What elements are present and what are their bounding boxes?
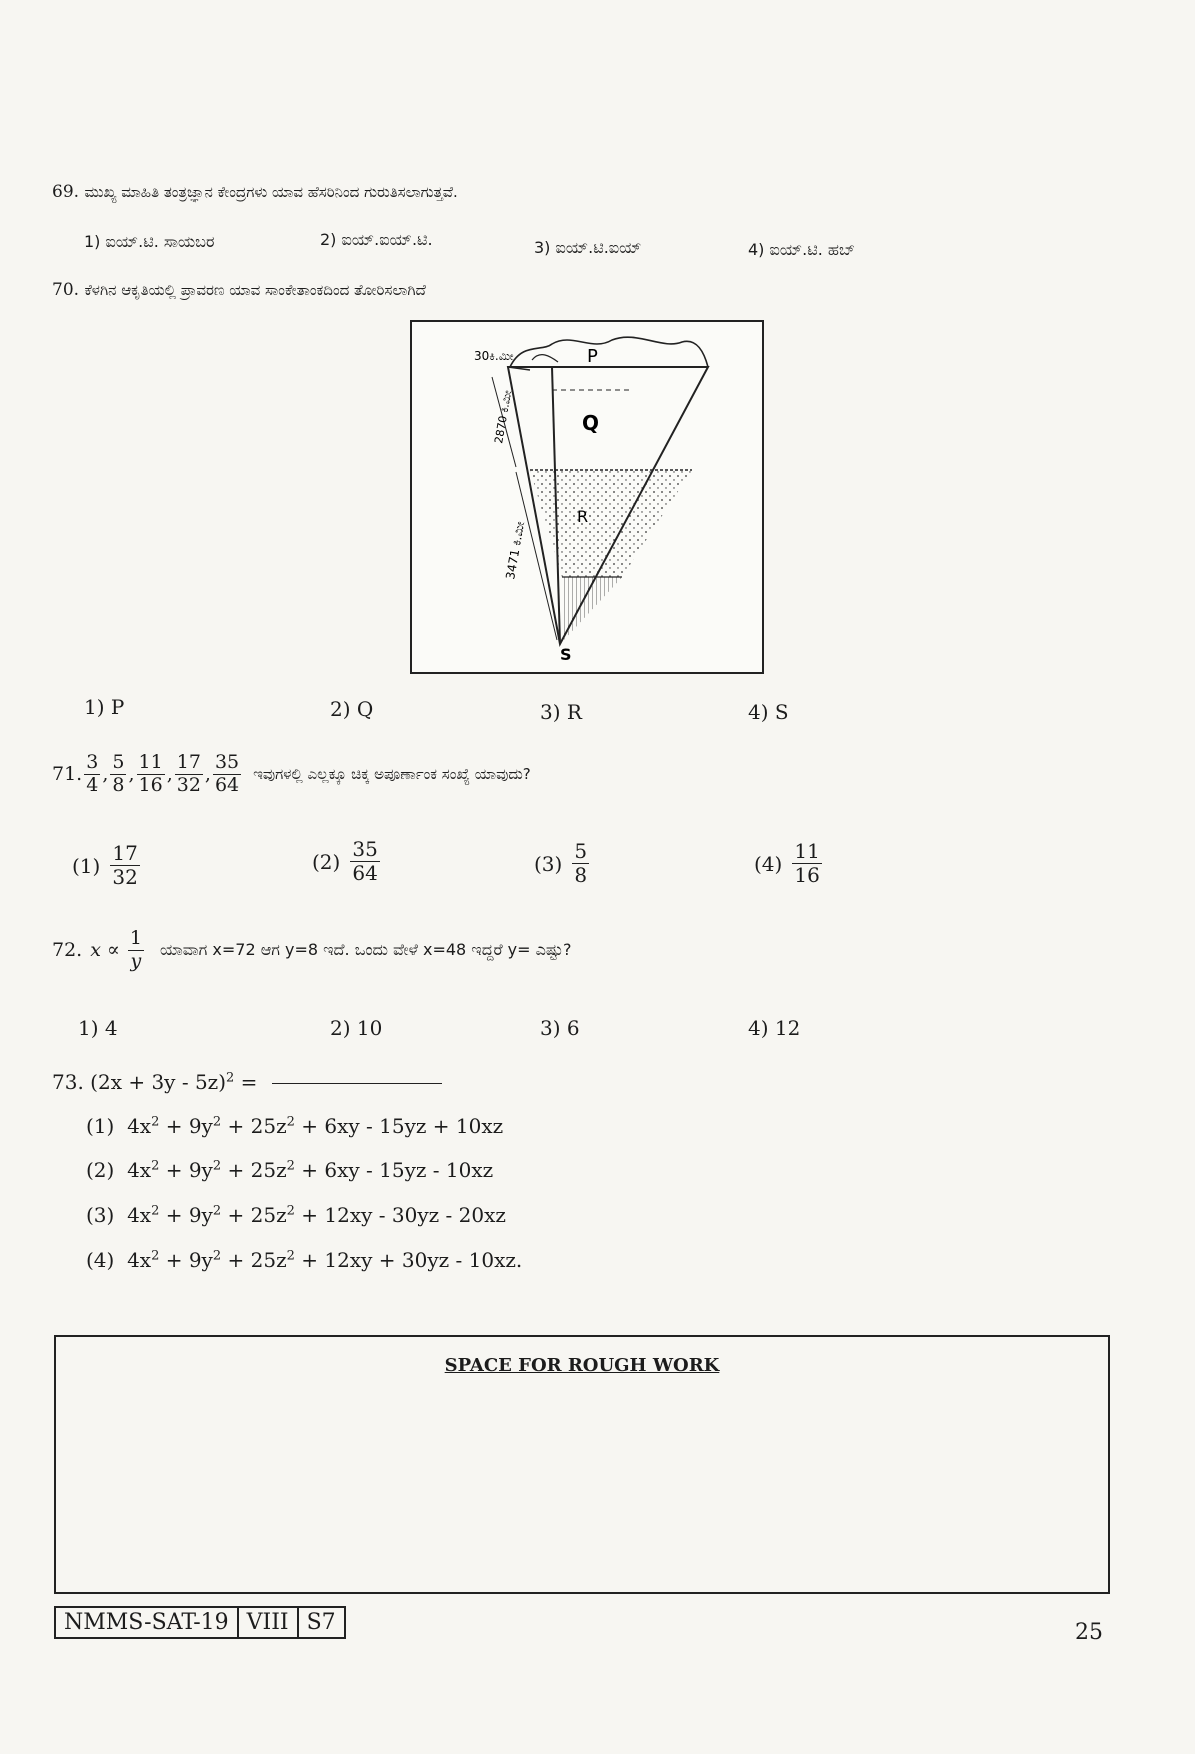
footer-set: S7: [306, 1610, 336, 1635]
q69-option-2: 2) ಐಯ್.ಐಯ್.ಟಿ.: [320, 230, 433, 249]
q71-fraction-5: $\frac{35}{64}$: [214, 751, 240, 796]
q71-number: 71.: [52, 763, 83, 786]
q71-option-3: (3) $\frac{5}{8}$: [534, 839, 588, 887]
q69-option-4: 4) ಐಯ್.ಟಿ. ಹಬ್: [748, 240, 856, 259]
earth-layers-figure: [410, 320, 764, 674]
q70-option-1: 1) P: [84, 695, 125, 719]
q70-option-3: 3) R: [540, 700, 582, 724]
label-q: Q: [582, 411, 600, 435]
page-number: 25: [1075, 1620, 1103, 1645]
q72-line: [52, 928, 572, 973]
q71-fraction-1: $\frac{3}{4}$: [86, 751, 99, 796]
q69-option-1: 1) ಐಯ್.ಟಿ. ಸಾಯಬರ: [84, 232, 215, 251]
q72-text: ಯಾವಾಗ x=72 ಆಗ y=8 ಇದೆ. ಒಂದು ವೇಳೆ x=48 ಇದ್ದರೆ y= ಎಷ್ಟು?: [159, 940, 572, 960]
label-p: P: [587, 346, 598, 367]
q73-option-2: (2) $4x^2 + 9y^2 + 25z^2 + 6xy - 15yz - 10xz$: [86, 1158, 494, 1182]
q72-fraction: $\frac{1}{y}$: [129, 927, 142, 972]
dim-label-crust: 30ಕಿ.ಮೀ: [474, 349, 514, 363]
q72-option-3: 3) 6: [540, 1016, 580, 1040]
q70-line: [52, 280, 426, 300]
q71-fraction-2: $\frac{5}{8}$: [112, 751, 125, 796]
q72-option-4: 4) 12: [748, 1016, 801, 1040]
crust-surface: [510, 337, 708, 367]
footer-code-box: [54, 1606, 346, 1639]
q69-number: 69.: [52, 182, 80, 202]
rough-work-title: SPACE FOR ROUGH WORK: [444, 1355, 720, 1376]
footer-exam-code: NMMS-SAT-19: [56, 1608, 239, 1637]
q70-option-4: 4) S: [748, 700, 789, 724]
q71-option-2: (2) $\frac{35}{64}$: [312, 837, 378, 885]
label-s: S: [560, 645, 572, 664]
q70-option-2: 2) Q: [330, 697, 374, 721]
q69-text: ಮುಖ್ಯ ಮಾಹಿತಿ ತಂತ್ರಜ್ಞಾನ ಕೇಂದ್ರಗಳು ಯಾವ ಹೆಸರಿನಿಂದ ಗುರುತಿಸಲಾಗುತ್ತವೆ.: [84, 183, 458, 201]
q71-fraction-4: $\frac{17}{32}$: [176, 751, 201, 796]
q72-option-1: 1) 4: [78, 1016, 118, 1040]
earth-section-drawing: [412, 322, 762, 672]
q73-option-4: (4) $4x^2 + 9y^2 + 25z^2 + 12xy + 30yz - 10xz$.: [86, 1248, 523, 1272]
q71-line: 71. $\frac{3}{4}$ , $\frac{5}{8}$ , $\frac{11}{16}$ , $\frac{17}{32}$ , $\frac{35}{64}$ ಇವುಗಳಲ್ಲಿ ಎಲ್ಲಕ್ಕೂ ಚಿಕ್ಕ ಅಪೂರ್ಣಾಂಕ ಸಂಖ್ಯೆ ಯಾವುದು?: [52, 751, 531, 796]
q71-fraction-3: $\frac{11}{16}$: [138, 751, 163, 796]
q72-option-2: 2) 10: [330, 1016, 383, 1040]
q73-number: 73.: [52, 1070, 84, 1094]
q69-option-3: 3) ಐಯ್.ಟಿ.ಐಯ್: [534, 238, 642, 257]
q72-number: 72.: [52, 939, 83, 962]
q71-text: ಇವುಗಳಲ್ಲಿ ಎಲ್ಲಕ್ಕೂ ಚಿಕ್ಕ ಅಪೂರ್ಣಾಂಕ ಸಂಖ್ಯೆ ಯಾವುದು?: [253, 765, 531, 784]
outer-core-region: [530, 470, 692, 577]
q73-option-3: (3) $4x^2 + 9y^2 + 25z^2 + 12xy - 30yz - 20xz$: [86, 1203, 506, 1227]
q73-expression: $(2x + 3y - 5z)^2$ =: [90, 1070, 258, 1094]
dim-label-mantle: 2870 ಕಿ.ಮೀ: [492, 389, 515, 445]
q70-text: ಕೆಳಗಿನ ಆಕೃತಿಯಲ್ಲಿ ಪ್ರಾವರಣ ಯಾವ ಸಾಂಕೇತಾಂಕದಿಂದ ತೋರಿಸಲಾಗಿದೆ: [84, 281, 426, 299]
footer-class: VIII: [239, 1608, 299, 1637]
q70-number: 70.: [52, 280, 80, 300]
rough-work-box: [54, 1335, 1110, 1594]
q73-option-1: (1) $4x^2 + 9y^2 + 25z^2 + 6xy - 15yz + 10xz$: [86, 1114, 504, 1138]
q69-line: [52, 182, 458, 202]
q73-line: [52, 1070, 442, 1094]
label-r: R: [577, 507, 589, 526]
q71-option-4: (4) $\frac{11}{16}$: [754, 839, 820, 887]
q72-lhs: x ∝: [90, 939, 120, 962]
q71-option-1: (1) $\frac{17}{32}$: [72, 841, 138, 889]
dim-label-core: 3471 ಕಿ.ಮೀ: [503, 520, 528, 581]
answer-blank: [272, 1083, 442, 1084]
